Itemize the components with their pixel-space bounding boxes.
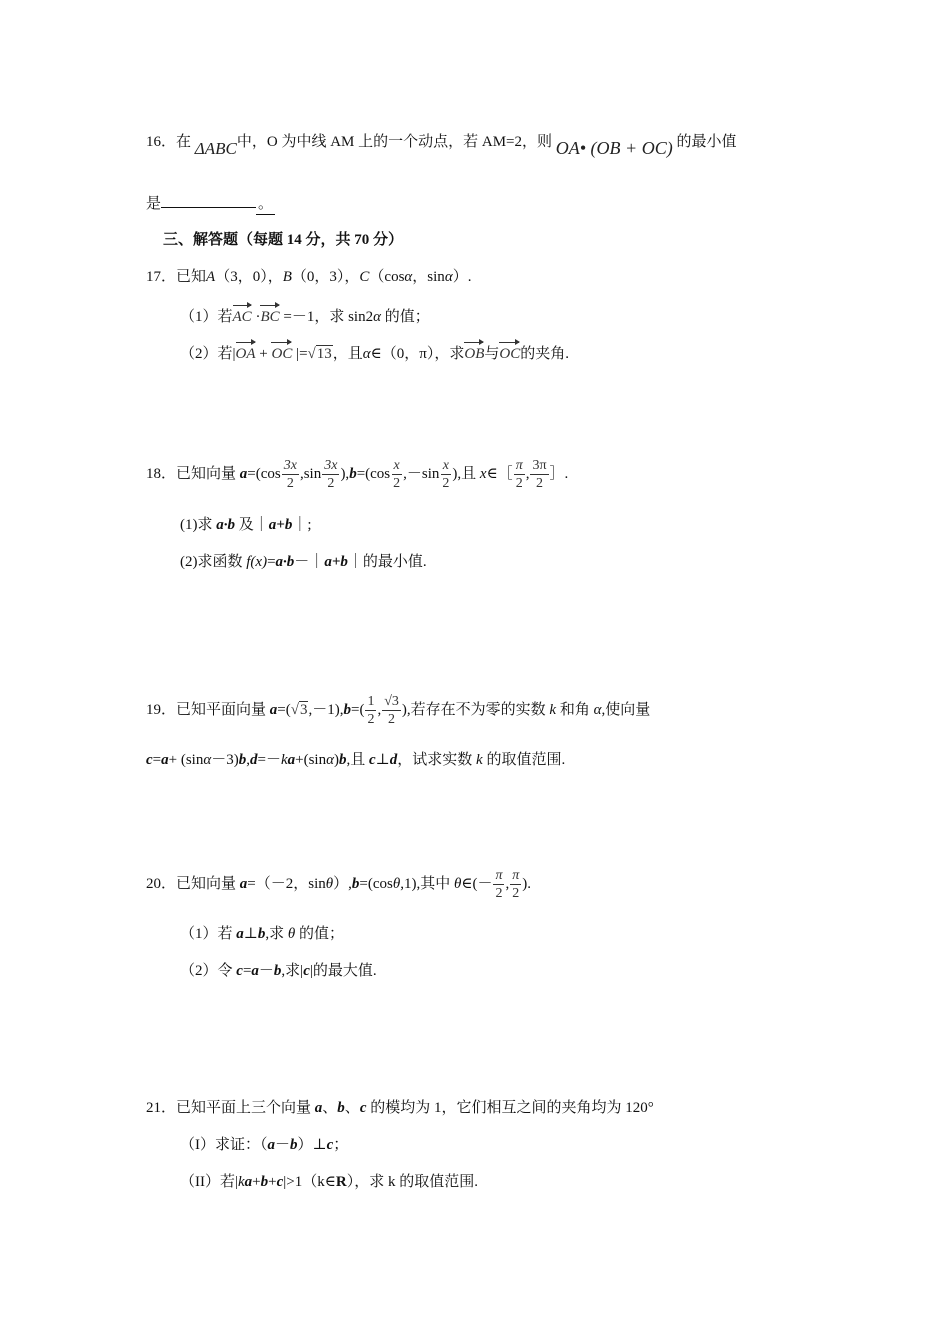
- vector-bc: BC: [260, 304, 279, 327]
- q18-part1: (1)求 a·b 及｜a+b｜;: [180, 517, 312, 533]
- triangle-abc: ΔABC: [194, 139, 237, 158]
- fraction-3x-2: $\frac{3x}{2}$: [324, 458, 338, 492]
- q17-part1: （1）若AC ·BC =－1，求 sin2α 的值；: [180, 304, 430, 327]
- fraction-3pi-2: $\frac{3\pi}{2}$: [532, 458, 547, 492]
- fraction-pi-2: $\frac{\pi}{2}$: [515, 458, 523, 492]
- q21-part1: （I）求证：（a－b）⊥c；: [180, 1137, 349, 1153]
- section-heading: 三、解答题（每题 14 分，共 70 分）: [163, 232, 404, 248]
- vector-oc-2: OC: [499, 341, 520, 364]
- q19-stem: 19．已知平面向量 a=(√3,－1),b=( $\frac{1}{2}$ , $\frac{√3}{2}$ ),若存在不为零的实数 k 和角 α,使向量: [146, 692, 650, 728]
- fraction-1-2: $\frac{1}{2}$: [367, 694, 375, 728]
- q18-number: 18．: [146, 466, 177, 482]
- fraction-3x-2: $\frac{3x}{2}$: [283, 458, 297, 492]
- sqrt-13: √13: [307, 346, 332, 362]
- fraction-x-2: $\frac{x}{2}$: [442, 458, 450, 492]
- q20-part2: （2）令 c=a－b,求|c|的最大值.: [180, 963, 377, 979]
- q17-part2: （2）若|OA + OC |=√13，且α∈（0，π），求OB与OC的夹角.: [180, 341, 569, 364]
- q18-part2: (2)求函数 f(x)=a·b－｜a+b｜的最小值.: [180, 554, 427, 570]
- q17-stem: 17．已知A（3，0），B（0，3），C（cosα，sinα）.: [146, 269, 472, 285]
- fraction-pi-2: $\frac{\pi}{2}$: [495, 868, 503, 902]
- fraction-sqrt3-2: $\frac{√3}{2}$: [384, 694, 399, 728]
- sqrt-3: √3: [290, 702, 308, 718]
- q16-line2: 是 。: [146, 193, 275, 215]
- q21-number: 21．: [146, 1100, 177, 1116]
- vector-oa: OA: [236, 341, 256, 364]
- vector-expression: OA• (OB + OC): [555, 138, 673, 158]
- q20-part1: （1）若 a⊥b,求 θ 的值；: [180, 926, 345, 942]
- q19-line2: c=a+ (sinα－3)b,d=－ka+(sinα)b,且 c⊥d，试求实数 k 的取值范围.: [146, 752, 566, 768]
- q21-stem: 21．已知平面上三个向量 a、b、c 的模均为 1，它们相互之间的夹角均为 120°: [146, 1100, 654, 1116]
- vector-ob: OB: [464, 341, 484, 364]
- vector-ac: AC: [233, 304, 252, 327]
- q17-number: 17．: [146, 269, 177, 285]
- answer-blank: [161, 193, 256, 208]
- fraction-x-2: $\frac{x}{2}$: [393, 458, 401, 492]
- fraction-pi-2: $\frac{\pi}{2}$: [512, 868, 520, 902]
- q20-number: 20．: [146, 876, 177, 892]
- q16-line1: 16．在 ΔABC中，O 为中线 AM 上的一个动点，若 AM=2，则 OA• (OB + OC) 的最小值: [146, 134, 737, 158]
- q20-stem: 20．已知向量 a=（－2，sinθ）,b=(cosθ,1),其中 θ∈(－ $\frac{\pi}{2}$ , $\frac{\pi}{2}$ ).: [146, 868, 531, 902]
- q18-stem: 18．已知向量 a=(cos $\frac{3x}{2}$ ,sin $\frac{3x}{2}$ ),b=(cos $\frac{x}{2}$ ,－sin $\frac{x}{2}$ ),且 x∈［ $\frac{\pi}{2}$ , $\frac{3\pi}{2}$ ］.: [146, 458, 569, 492]
- q21-part2: （II）若|ka+b+c|>1（k∈R），求 k 的取值范围.: [180, 1174, 478, 1190]
- q19-number: 19．: [146, 702, 177, 718]
- vector-oc: OC: [271, 341, 292, 364]
- q16-number: 16．: [146, 134, 177, 150]
